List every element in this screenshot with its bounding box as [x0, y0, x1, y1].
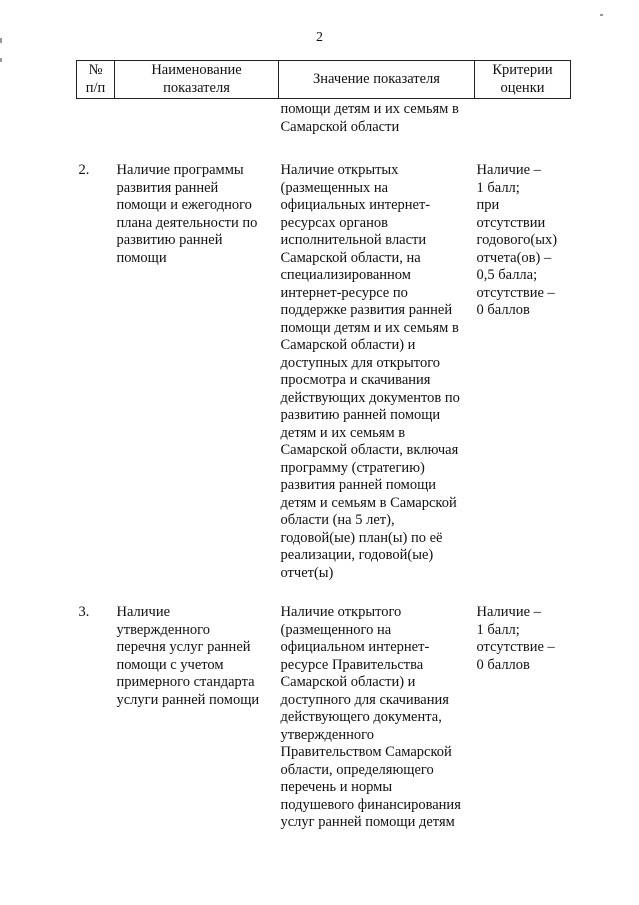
table-row-continuation — [77, 99, 571, 163]
row-number: 3. — [78, 604, 90, 620]
row-indicator-value: Наличие открытого (размещенного на официальном интернет- ресурсе Правительства Самарской области) и доступного для скачивания действующего документа, утвержденного Правительством Самарской области, определяющего перечень и нормы подушевого финансирования услуг ранней помощи детям — [280, 604, 461, 830]
header-value: Значение показателя — [279, 61, 475, 99]
row-indicator-value: Наличие открытых (размещенных на официальных интернет- ресурсах органов исполнительной власти Самарской области, на специализированном интернет-ресурсе по поддержке развития ранней помощи детям и их семьям в Самарской области) и доступных для открытого просмотра и скачивания действующих документов по развитию ранней помощи детям и их семьям в Самарской области, включая программу (стратегию) развития ранней помощи детям и семьям в Самарской области (на 5 лет), годовой(ые) план(ы) по её реализации, годовой(ые) отчет(ы) — [280, 162, 460, 581]
scan-mark-left-1 — [0, 38, 2, 43]
row-criteria: Наличие – 1 балл; при отсутствии годового(ых) отчета(ов) – 0,5 балла; отсутствие – 0 баллов — [476, 162, 558, 318]
continuation-text: помощи детям и их семьям в Самарской области — [280, 101, 459, 135]
row-indicator-name: Наличие утвержденного перечня услуг ранней помощи с учетом примерного стандарта услуги ранней помощи — [116, 604, 260, 708]
header-number: № п/п — [77, 61, 115, 99]
row-number: 2. — [78, 162, 90, 178]
row-criteria: Наличие – 1 балл; отсутствие – 0 баллов — [476, 604, 555, 673]
indicators-table — [76, 60, 571, 832]
header-name: Наименование показателя — [115, 61, 279, 99]
row-indicator-name: Наличие программы развития ранней помощи и ежегодного плана деятельности по развитию ранней помощи — [116, 162, 258, 266]
table-row — [77, 162, 571, 604]
table-row — [77, 604, 571, 832]
page-number: 2 — [316, 30, 323, 45]
scan-mark-left-2 — [0, 58, 2, 62]
scan-mark-right — [600, 14, 603, 16]
table-header-row — [77, 61, 571, 99]
header-criteria: Критерии оценки — [475, 61, 571, 99]
